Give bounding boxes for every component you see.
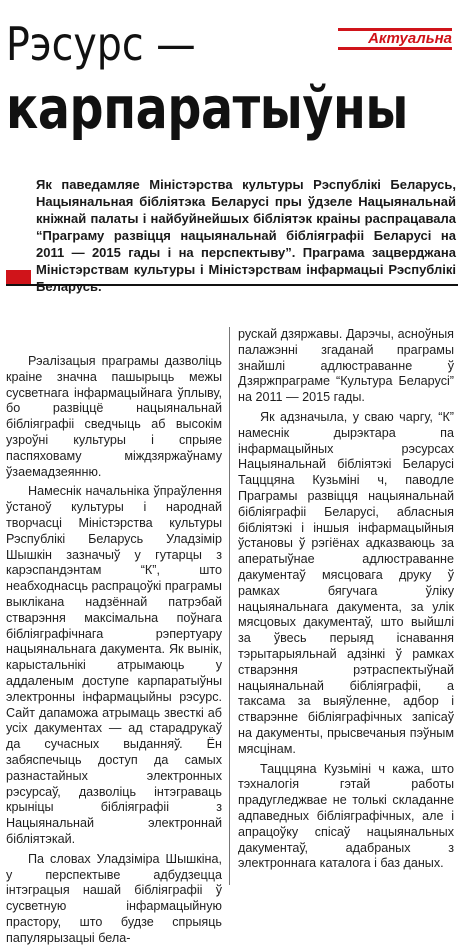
lead-accent-block bbox=[6, 270, 31, 284]
body-paragraph: Па словах Уладзіміра Шышкіна, у перспектыве адбудзецца інтэграцыя нашай бібліяграфіі ў сусветную інфармацыйную прастору, што будзе спрыяць папулярызацыі бела- bbox=[6, 851, 222, 945]
column-right bbox=[238, 327, 454, 876]
lead-divider bbox=[6, 284, 458, 286]
body-paragraph: рускай дзяржавы. Дарэчы, асноўныя палажэнні згаданай праграмы знайшлі адлюстраванне ў Дзяржпраграме “Культура Беларусі” на 2011 — 2015 гады. bbox=[238, 327, 454, 405]
headline-line-2: карпаратыўны bbox=[6, 74, 409, 142]
rubric-label bbox=[338, 28, 452, 50]
column-left bbox=[6, 354, 222, 950]
body-paragraph: Намеснік начальніка ўпраўлення ўстаноў культуры і народнай творчасці Міністэрства культуры Рэспублікі Беларусь Уладзімір Шышкін зазначыў у гутарцы з карэспандэнтам “К”, што неабходнасць распрацоўкі праграмы выклікана надзённай патрэбай стварэння максімальна поўнага бібліяграфічнага рэпертуару нацыянальнага дакумента. Як вынік, карыстальнікі атрымаюць у аддаленым доступе карпаратыўны электронны інфармацыйны рэсурс. Сайт дапаможа атрымаць звесткі аб усіх дакументах — ад старадрукаў да сучасных выданняў. Ён забяспечыць доступ да самых разнастайных электронных рэсурсаў, дазволіць інтэграваць крыніцы бібліяграфіі з Нацыянальнай электроннай бібліятэкай. bbox=[6, 484, 222, 846]
rubric-text: Актуальна bbox=[368, 30, 452, 47]
body-paragraph: Як адзначыла, у сваю чаргу, “К” намеснік дырэктара па інфармацыйных рэсурсах Нацыянальнай бібліятэкі Беларусі Тацццяна Кузьміні ч, паводле Праграмы развіцця нацыянальнай бібліяграфіі Беларусі, абласныя бібліятэкі і іншыя інфармацыйныя ўстановы ў рэгіёнах адказваюць за аператыўнае адлюстраванне дакументаў мясцовага друку ў рамках бягучага ўліку нацыянальнага дакумента, за улік мясцовых дакументаў, што выйшлі за ўвесь перыяд існавання тэрытарыяльнай адзінкі ў рамках стварэння рэтраспектыўнай нацыянальнай бібліяграфіі, а таксама за выяўленне, адбор і стварэнне бібліяграфічных запісаў на дакументы, прысвечаныя пэўным мясцінам. bbox=[238, 409, 454, 756]
headline-line-1: Рэсурс — bbox=[6, 17, 196, 71]
column-divider bbox=[229, 327, 230, 885]
body-paragraph: Тацццяна Кузьміні ч кажа, што тэхналогія гэтай работы прадугледжвае не толькі складанне адпаведных бібліяграфічных, але і апрацоўку спісаў нацыянальных дакументаў, адабраных з электроннага каталога і баз даных. bbox=[238, 761, 454, 871]
body-paragraph: Рэалізацыя праграмы дазволіць краіне значна пашырыць межы сусветнага інфармацыйнага ўплыву, бо развіццё нацыянальнай бібліяграфіі сведчыць аб высокім узроўні культуры і спрыяе паспяховаму міждзяржаўнаму ўзаемадзеянню. bbox=[6, 354, 222, 479]
lead-paragraph: Як паведамляе Міністэрства культуры Рэспублікі Беларусь, Нацыянальная бібліятэка Беларусі пры ўдзеле Нацыянальнай кніжнай палаты і найбуйнейшых бібліятэк краіны распрацавала “Праграму развіцця нацыянальнай бібліяграфіі Беларусі на 2011 — 2015 гады і на перспектыву”. Праграма зацверджана Міністэрствам культуры і Міністэрствам інфармацыі Рэспублікі Беларусь. bbox=[36, 177, 456, 294]
